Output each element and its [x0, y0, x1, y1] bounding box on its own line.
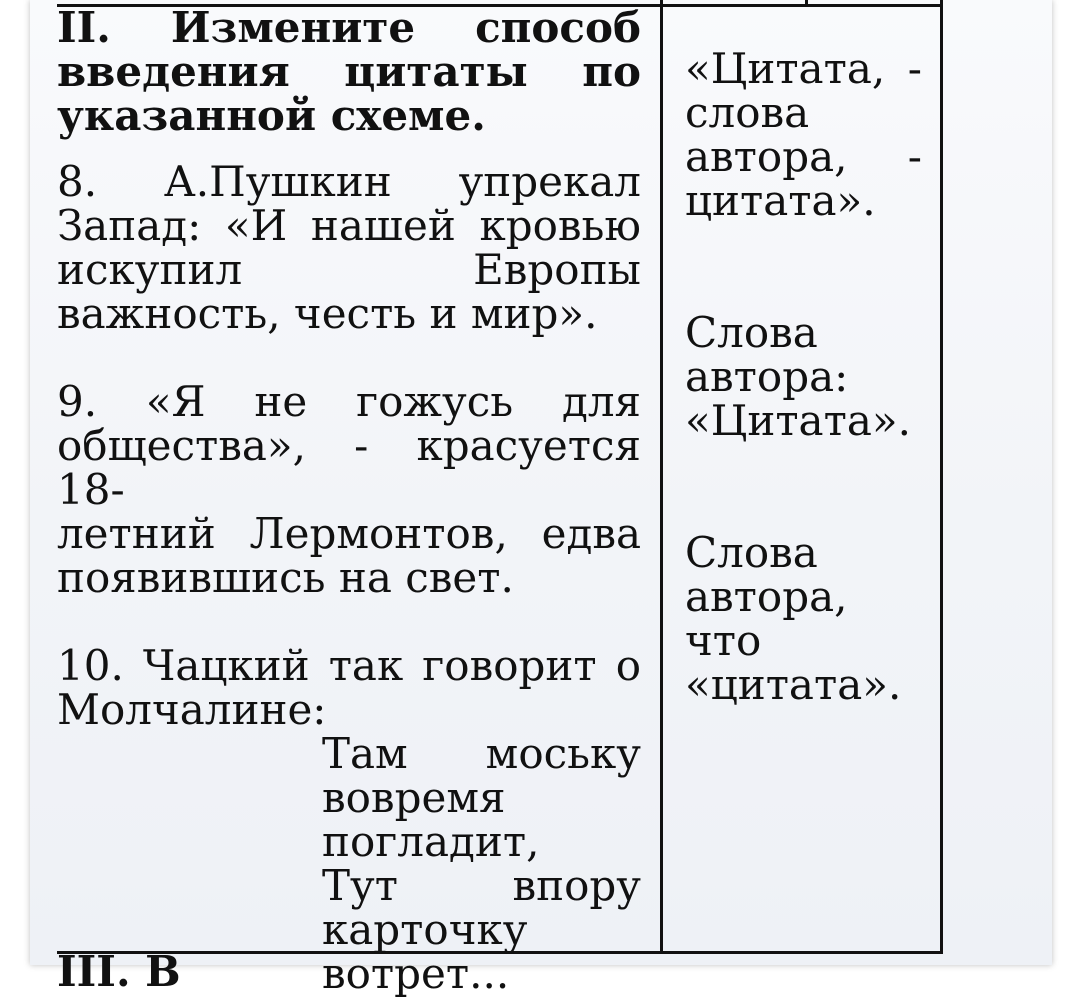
- scheme-line: что: [685, 616, 762, 665]
- table-column-divider: [660, 0, 663, 954]
- exercise-item-9: [57, 377, 641, 602]
- heading-line: II. Измените способ: [57, 3, 641, 52]
- verse-line: Там моську: [322, 729, 641, 778]
- verse-line: вовремя: [322, 773, 506, 822]
- verse-line: погладит,: [322, 817, 540, 866]
- verse-line: карточку: [322, 905, 528, 954]
- scheme-line: Слова: [685, 528, 818, 577]
- scheme-line: слова: [685, 88, 810, 137]
- verse-line: вотрет...: [322, 949, 510, 998]
- exercise-item-10: [57, 641, 641, 734]
- section-heading: [57, 3, 641, 140]
- text-line: искупил Европы: [57, 245, 641, 294]
- text-line: важность, честь и мир».: [57, 289, 598, 338]
- text-line: 9. «Я не гожусь для: [57, 377, 641, 426]
- text-line: Молчалине:: [57, 685, 327, 734]
- top-row-tick: [805, 0, 808, 6]
- table-right-border: [940, 0, 943, 954]
- scheme-2: [685, 308, 922, 445]
- text-line: Запад: «И нашей кровью: [57, 201, 641, 250]
- exercise-cell: [57, 3, 641, 998]
- scheme-line: Слова: [685, 308, 818, 357]
- exercise-item-8: [57, 157, 641, 338]
- text-line: общества», - красуется 18-: [57, 421, 641, 514]
- heading-line: указанной схеме.: [57, 91, 486, 140]
- scheme-line: автора, -: [685, 132, 922, 181]
- scheme-3: [685, 528, 922, 709]
- scheme-line: автора,: [685, 572, 848, 621]
- text-line: 8. А.Пушкин упрекал: [57, 157, 641, 206]
- next-section-heading: III. В: [57, 947, 181, 996]
- text-line: появившись на свет.: [57, 553, 514, 602]
- heading-line: введения цитаты по: [57, 47, 641, 96]
- scheme-line: «Цитата, -: [685, 44, 922, 93]
- text-line: летний Лермонтов, едва: [57, 509, 641, 558]
- scheme-line: «Цитата».: [685, 396, 911, 445]
- text-line: 10. Чацкий так говорит о: [57, 641, 641, 690]
- scheme-line: «цитата».: [685, 660, 902, 709]
- verse-line: Тут впору: [322, 861, 641, 910]
- scheme-cell: [685, 44, 922, 709]
- scheme-line: цитата».: [685, 176, 876, 225]
- scheme-1: [685, 44, 922, 225]
- verse-quote: [322, 729, 641, 998]
- scheme-line: автора:: [685, 352, 849, 401]
